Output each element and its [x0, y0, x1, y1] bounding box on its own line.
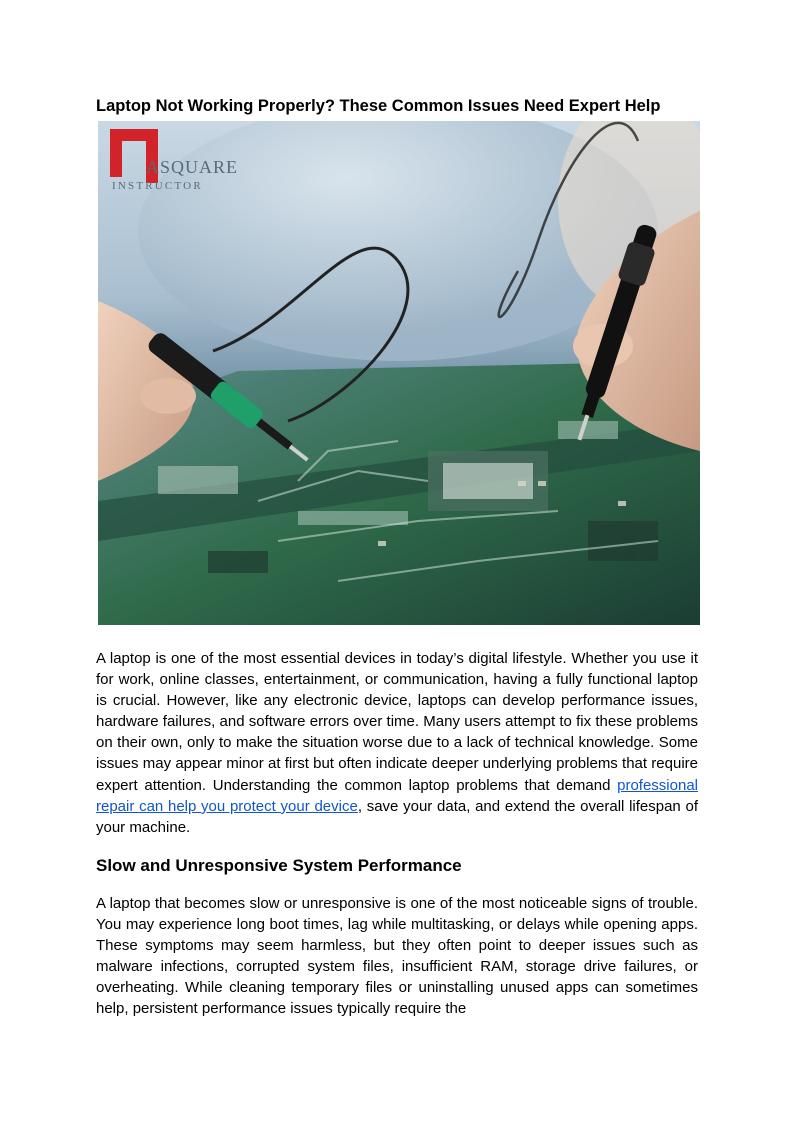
document-title: Laptop Not Working Properly? These Common Issues Need Expert Help: [96, 97, 661, 115]
logo-text: ASQUARE: [146, 157, 239, 177]
professional-repair-link[interactable]: professional repair can help you protect your device: [96, 776, 698, 815]
section-heading: Slow and Unresponsive System Performance: [96, 856, 462, 875]
intro-paragraph: [96, 648, 698, 838]
hero-image: [98, 121, 700, 625]
intro-text-end: , save your data, and extend the overall lifespan of your machine.: [96, 797, 699, 836]
logo-subtext: INSTRUCTOR: [112, 180, 203, 192]
intro-text: A laptop is one of the most essential devices in today’s digital lifestyle. Whether you use it for work, online classes, entertainment, or communication, having a fully functional laptop is crucial. However, like any electronic device, laptops can develop performance issues, hardware failures, and software errors over time. Many users attempt to fix these problems on their own, only to make the situation worse due to a lack of technical knowledge. Some issues may appear minor at first but often indicate deeper underlying problems that require expert attention. Understanding the common laptop problems that demand: [96, 650, 698, 794]
section-paragraph: A laptop that becomes slow or unresponsive is one of the most noticeable signs of trouble. You may experience long boot times, lag while multitasking, or delays while opening apps. These symptoms may seem harmless, but they often point to deeper issues such as malware infections, corrupted system files, insufficient RAM, storage drive failures, or overheating. While cleaning temporary files or uninstalling unused apps can sometimes help, persistent performance issues typically require the: [96, 895, 698, 1018]
